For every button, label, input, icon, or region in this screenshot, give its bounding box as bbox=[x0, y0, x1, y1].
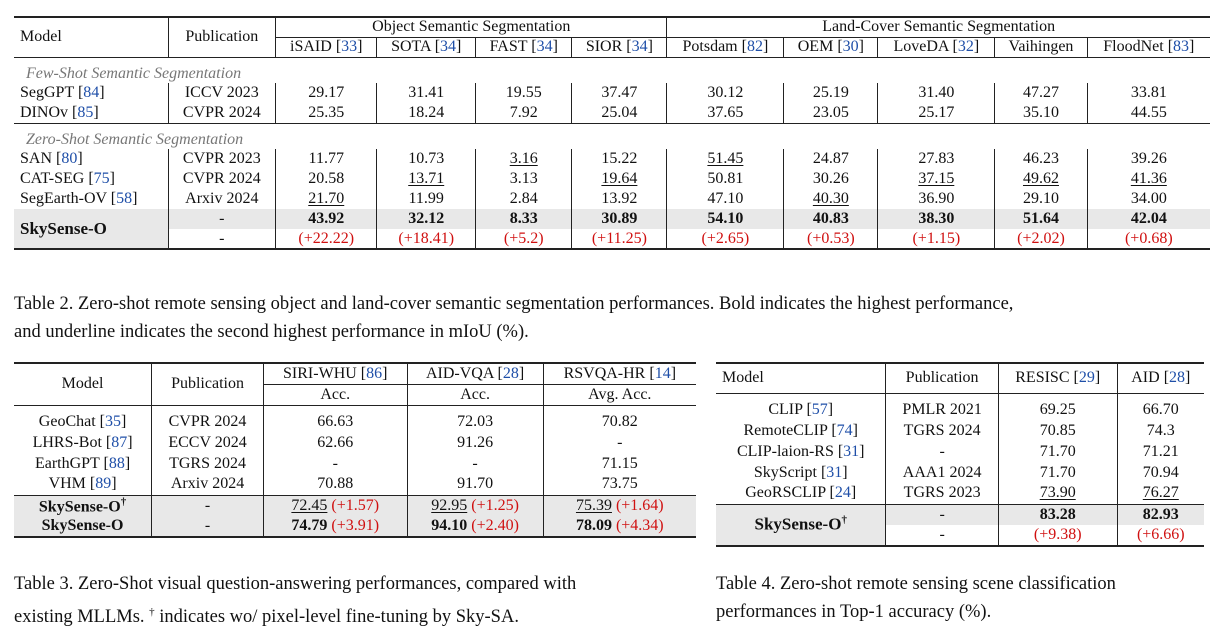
t2-group-landcover: Land-Cover Semantic Segmentation bbox=[667, 17, 1210, 37]
t2-col-oem: OEM [30] bbox=[784, 37, 878, 57]
t2-col-loveda: LoveDA [32] bbox=[878, 37, 995, 57]
t2-section-zero-shot: Zero-Shot Semantic Segmentation bbox=[26, 131, 244, 148]
table-row: LHRS-Bot [87] ECCV 2024 62.66 91.26 - bbox=[14, 432, 696, 453]
table-row-ours: SkySense-O - 43.92 32.12 8.33 30.89 54.10 40.83 38.30 51.64 42.04 bbox=[14, 209, 1210, 229]
table-row-ours: SkySense-O† - 83.28 82.93 bbox=[716, 504, 1204, 525]
table-row: CAT-SEG [75] CVPR 2024 20.58 13.71 3.13 19.64 50.81 30.26 37.15 49.62 41.36 bbox=[14, 169, 1210, 189]
t2-col-sior: SIOR [34] bbox=[572, 37, 667, 57]
table-3: Model Publication SIRI-WHU [86] AID-VQA [28] RSVQA-HR [14] Acc. Acc. Avg. Acc. GeoChat [35] CVPR 2024 66.63 72.03 70.82 LHRS-Bot [87] ECCV 2024 62.66 91.26 - EarthGPT [88] TGRS 2024 - - 71.15 VHM [89] Arxiv 2024 70.88 91.70 73.75 SkySense-O† - 72.45 (+1.57) 92.95 (+1.25) 75.39 (+1.64) SkySense-O - 74.79 (+3.91) 94.10 (+2.40) 78.09 (+4.34) bbox=[14, 362, 696, 538]
table-row-gains: - (+9.38) (+6.66) bbox=[716, 525, 1204, 546]
table-row: SegGPT [84] ICCV 2023 29.17 31.41 19.55 37.47 30.12 25.19 31.40 47.27 33.81 bbox=[14, 83, 1210, 103]
table-row: SegEarth-OV [58] Arxiv 2024 21.70 11.99 2.84 13.92 47.10 40.30 36.90 29.10 34.00 bbox=[14, 189, 1210, 209]
table-row: SkyScript [31] AAA1 2024 71.70 70.94 bbox=[716, 462, 1204, 483]
t2-col-floodnet: FloodNet [83] bbox=[1103, 38, 1195, 55]
table-2-caption: Table 2. Zero-shot remote sensing object and land-cover semantic segmentation performances. Bold indicates the highest performance, and underline indicates the second highest performance in mIoU (%). bbox=[14, 294, 1014, 342]
t2-col-isaid: iSAID [33] bbox=[276, 37, 377, 57]
table-2 bbox=[14, 16, 1210, 250]
table-row: DINOv [85] CVPR 2024 25.35 18.24 7.92 25.04 37.65 23.05 25.17 35.10 44.55 bbox=[14, 103, 1210, 123]
table-row: GeoChat [35] CVPR 2024 66.63 72.03 70.82 bbox=[14, 411, 696, 432]
table-3-caption: Table 3. Zero-Shot visual question-answering performances, compared with existing MLLMs. † indicates wo/ pixel-level fine-tuning by Sky-SA. bbox=[14, 574, 577, 628]
table-row: CLIP [57] PMLR 2021 69.25 66.70 bbox=[716, 399, 1204, 420]
t2-col-fast: FAST [34] bbox=[476, 37, 572, 57]
table-row: GeoRSCLIP [24] TGRS 2023 73.90 76.27 bbox=[716, 483, 1204, 504]
t2-col-vaihingen: Vaihingen bbox=[995, 37, 1087, 57]
t2-section-few-shot: Few-Shot Semantic Segmentation bbox=[26, 65, 242, 82]
table-row: RemoteCLIP [74] TGRS 2024 70.85 74.3 bbox=[716, 420, 1204, 441]
t2-col-sota: SOTA [34] bbox=[377, 37, 476, 57]
t2-group-object: Object Semantic Segmentation bbox=[276, 17, 667, 37]
t2-header-model: Model bbox=[14, 17, 168, 57]
table-row: CLIP-laion-RS [31] - 71.70 71.21 bbox=[716, 441, 1204, 462]
table-row: VHM [89] Arxiv 2024 70.88 91.70 73.75 bbox=[14, 474, 696, 495]
t2-col-potsdam: Potsdam [82] bbox=[667, 37, 784, 57]
table-4: Model Publication RESISC [29] AID [28] CLIP [57] PMLR 2021 69.25 66.70 RemoteCLIP [74] TGRS 2024 70.85 74.3 CLIP-laion-RS [31] - 71.70 71.21 SkyScript [31] AAA1 2024 71.70 70.94 GeoRSCLIP [24] TGRS 2023 73.90 76.27 SkySense-O† - 83.28 82.93 - (+9.38) (+6.66) bbox=[716, 362, 1204, 547]
table-row: SAN [80] CVPR 2023 11.77 10.73 3.16 15.22 51.45 24.87 27.83 46.23 39.26 bbox=[14, 149, 1210, 169]
table-row-ours: SkySense-O - 74.79 (+3.91) 94.10 (+2.40) 78.09 (+4.34) bbox=[14, 516, 696, 537]
table-row-gains: - (+22.22) (+18.41) (+5.2) (+11.25) (+2.65) (+0.53) (+1.15) (+2.02) (+0.68) bbox=[14, 229, 1210, 249]
t2-header-publication: Publication bbox=[168, 17, 276, 57]
table-4-caption: Table 4. Zero-shot remote sensing scene classification performances in Top-1 accuracy (%). bbox=[716, 574, 1116, 622]
table-row-ours-dagger: SkySense-O† - 72.45 (+1.57) 92.95 (+1.25) 75.39 (+1.64) bbox=[14, 495, 696, 516]
table-row: EarthGPT [88] TGRS 2024 - - 71.15 bbox=[14, 453, 696, 474]
